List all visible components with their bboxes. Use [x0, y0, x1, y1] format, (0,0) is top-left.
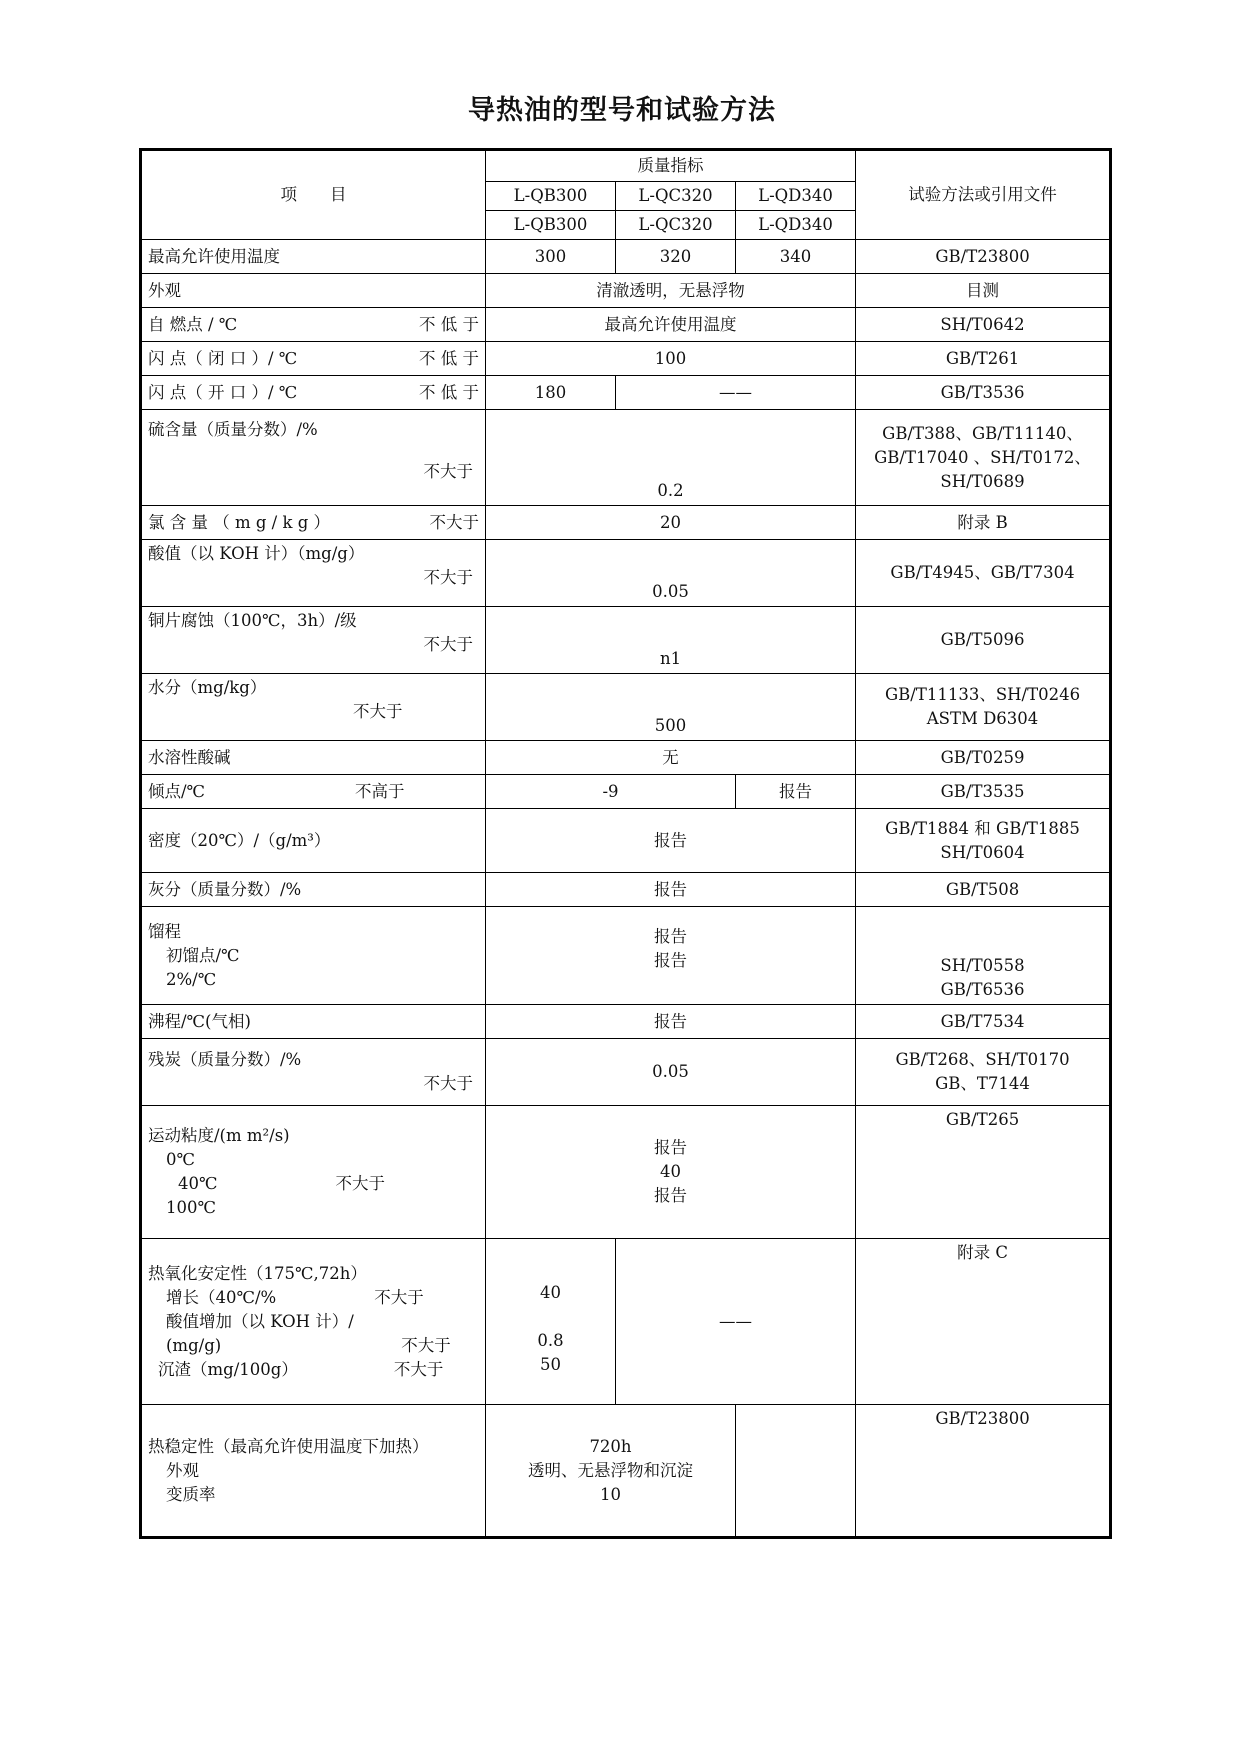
cell-value: n1: [486, 607, 856, 674]
spec-table: [139, 148, 1112, 1539]
grade-qd340: L-QD340: [736, 182, 856, 211]
row-label: 氯 含 量 （ m g / k g ） 不大于: [141, 506, 486, 540]
cell-value: 无: [486, 741, 856, 775]
cell-value: 0.05: [486, 540, 856, 607]
cell-method: 附录 B: [856, 506, 1111, 540]
row-label: 灰分（质量分数）/%: [141, 873, 486, 907]
table-row: [141, 506, 1111, 540]
cell-value: 0.05: [486, 1039, 856, 1106]
grade-qc320: L-QC320: [616, 182, 736, 211]
table-row: [141, 907, 1111, 1005]
row-label: 酸值（以 KOH 计）（mg/g） 不大于: [141, 540, 486, 607]
row-label: 闪 点（ 开 口 ）/ ℃ 不 低 于: [141, 376, 486, 410]
cell-method: GB/T508: [856, 873, 1111, 907]
cell-method: GB/T3535: [856, 775, 1111, 809]
table-row: [141, 1106, 1111, 1239]
cell-method: GB/T23800: [856, 240, 1111, 274]
cell-method: SH/T0558 GB/T6536: [856, 907, 1111, 1005]
cell-value: 报告 40 报告: [486, 1106, 856, 1239]
cell-value: 340: [736, 240, 856, 274]
grade-qb300-2: L-QB300: [486, 211, 616, 240]
cell-method: 附录 C: [856, 1239, 1111, 1405]
table-row: [141, 741, 1111, 775]
cell-empty: [736, 1405, 856, 1538]
cell-method: GB/T1884 和 GB/T1885 SH/T0604: [856, 809, 1111, 873]
cell-method: GB/T388、GB/T11140、 GB/T17040 、SH/T0172、 SH/T0689: [856, 410, 1111, 506]
row-label: 运动粘度/(m m²/s) 0℃ 40℃ 不大于 100℃: [141, 1106, 486, 1239]
cell-value: 报告: [486, 809, 856, 873]
row-label: 密度（20℃）/（g/m³）: [141, 809, 486, 873]
header-method: 试验方法或引用文件: [856, 150, 1111, 240]
cell-value: 报告: [486, 873, 856, 907]
table-row: [141, 1039, 1111, 1106]
cell-method: GB/T268、SH/T0170 GB、T7144: [856, 1039, 1111, 1106]
row-label: 硫含量（质量分数）/% 不大于: [141, 410, 486, 506]
row-label: 倾点/℃ 不高于: [141, 775, 486, 809]
cell-value: 20: [486, 506, 856, 540]
cell-method: GB/T261: [856, 342, 1111, 376]
row-label: 铜片腐蚀（100℃，3h）/级 不大于: [141, 607, 486, 674]
header-quality: 质量指标: [486, 150, 856, 182]
grade-qc320-2: L-QC320: [616, 211, 736, 240]
row-label: 闪 点（ 闭 口 ）/ ℃ 不 低 于: [141, 342, 486, 376]
cell-value: 100: [486, 342, 856, 376]
row-label: 最高允许使用温度: [141, 240, 486, 274]
table-row: [141, 873, 1111, 907]
cell-value: 40 0.8 50: [486, 1239, 616, 1405]
table-row: [141, 674, 1111, 741]
header-item: 项 目: [141, 150, 486, 240]
cell-value: 报告: [486, 1005, 856, 1039]
table-row: [141, 376, 1111, 410]
grade-qd340-2: L-QD340: [736, 211, 856, 240]
table-row: [141, 240, 1111, 274]
table-row: [141, 1405, 1111, 1538]
cell-value: 0.2: [486, 410, 856, 506]
cell-value: 180: [486, 376, 616, 410]
table-row: [141, 342, 1111, 376]
cell-value: 320: [616, 240, 736, 274]
row-label: 自 燃点 / ℃ 不 低 于: [141, 308, 486, 342]
table-row: [141, 540, 1111, 607]
row-label: 水分（mg/kg） 不大于: [141, 674, 486, 741]
table-row: [141, 775, 1111, 809]
cell-value: 720h 透明、无悬浮物和沉淀 10: [486, 1405, 736, 1538]
table-row: [141, 274, 1111, 308]
cell-method: GB/T7534: [856, 1005, 1111, 1039]
table-row: [141, 809, 1111, 873]
row-label: 热稳定性（最高允许使用温度下加热） 外观 变质率: [141, 1405, 486, 1538]
cell-method: GB/T3536: [856, 376, 1111, 410]
table-row: [141, 1005, 1111, 1039]
table-row: [141, 607, 1111, 674]
cell-method: GB/T4945、GB/T7304: [856, 540, 1111, 607]
row-label: 水溶性酸碱: [141, 741, 486, 775]
cell-method: GB/T11133、SH/T0246 ASTM D6304: [856, 674, 1111, 741]
cell-value: 报告: [736, 775, 856, 809]
row-label: 外观: [141, 274, 486, 308]
page-title: 导热油的型号和试验方法: [468, 95, 776, 126]
table-row: [141, 1239, 1111, 1405]
cell-value: 500: [486, 674, 856, 741]
row-label: 馏程 初馏点/℃ 2%/℃: [141, 907, 486, 1005]
cell-method: GB/T265: [856, 1106, 1111, 1239]
cell-value: ——: [616, 1239, 856, 1405]
header-row: [141, 150, 1111, 182]
cell-value: 300: [486, 240, 616, 274]
table-row: [141, 410, 1111, 506]
cell-method: GB/T23800: [856, 1405, 1111, 1538]
grade-qb300: L-QB300: [486, 182, 616, 211]
cell-value: 报告 报告: [486, 907, 856, 1005]
row-label: 沸程/℃(气相): [141, 1005, 486, 1039]
cell-method: GB/T5096: [856, 607, 1111, 674]
cell-method: SH/T0642: [856, 308, 1111, 342]
row-label: 热氧化安定性（175℃,72h） 增长（40℃/% 不大于 酸值增加（以 KOH 计）/ (mg/g) 不大于 沉渣（mg/100g） 不大于: [141, 1239, 486, 1405]
row-label: 残炭（质量分数）/% 不大于: [141, 1039, 486, 1106]
cell-value: ——: [616, 376, 856, 410]
cell-value: -9: [486, 775, 736, 809]
cell-method: 目测: [856, 274, 1111, 308]
cell-value: 清澈透明，无悬浮物: [486, 274, 856, 308]
cell-value: 最高允许使用温度: [486, 308, 856, 342]
table-row: [141, 308, 1111, 342]
cell-method: GB/T0259: [856, 741, 1111, 775]
